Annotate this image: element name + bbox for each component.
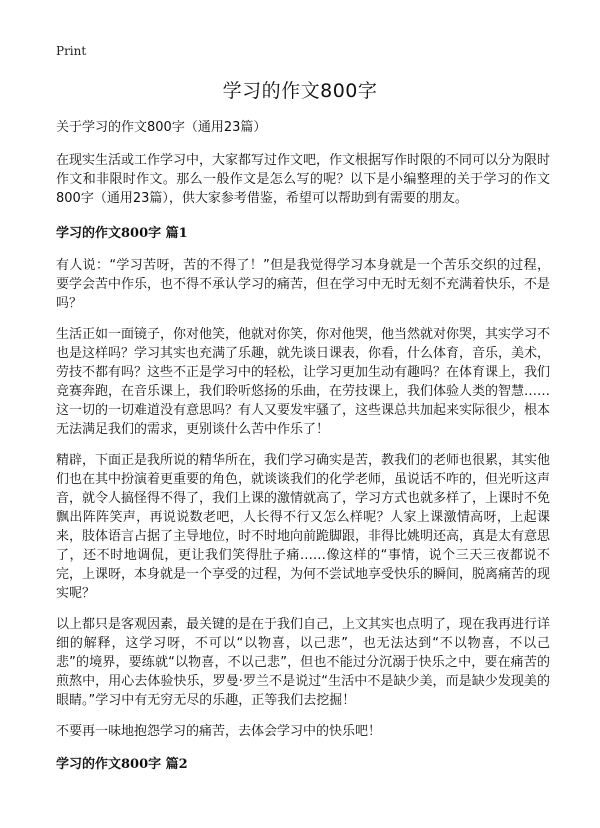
document-title: 学习的作文800字 [222, 80, 378, 102]
print-link[interactable]: Print [56, 44, 87, 58]
section-heading: 学习的作文800字 篇2 [56, 757, 188, 772]
section-paragraph: 生活正如一面镜子，你对他笑，他就对你笑，你对他哭，他当然就对你哭，其实学习不也是这样吗？学习其实也充满了乐趣，就先谈日课表，你看，什么体育，音乐，美术，劳技不都有吗？这些不正是学习中的轻松，让学习更加生动有趣吗？在体育课上，我们竞赛奔跑，在音乐课上，我们聆听悠扬的乐曲，在劳技课上，我们体验人类的智慧……这一切的一切难道没有意思吗？有人又要发牢骚了，这些课总共加起来实际很少，根本无法满足我们的需求，更别谈什么苦中作乐了！ [56, 327, 551, 437]
document-body [56, 118, 550, 787]
section-heading: 学习的作文800字 篇1 [56, 226, 188, 241]
intro-paragraph: 在现实生活或工作学习中，大家都写过作文吧，作文根据写作时限的不同可以分为限时作文和非限时作文。那么一般作文是怎么写的呢？以下是小编整理的关于学习的作文800字（通用23篇），供大家参考借鉴，希望可以帮助到有需要的朋友。 [56, 153, 551, 206]
section-paragraph: 不要再一味地抱怨学习的痛苦，去体会学习中的快乐吧！ [56, 724, 382, 739]
section-paragraph: 以上都只是客观因素，最关键的是在于我们自己，上文其实也点明了，现在我再进行详细的解释，这学习呀，不可以“以物喜，以己悲”，也无法达到“不以物喜，不以己悲”的境界，要练就“以物喜，不以己悲”，但也不能过分沉溺于快乐之中，要在痛苦的煎熬中，用心去体验快乐，罗曼·罗兰不是说过“生活中不是缺少美，而是缺少发现美的眼睛。”学习中有无穷无尽的乐趣，正等我们去挖掘！ [56, 617, 551, 708]
section-paragraph: 有人说：“学习苦呀，苦的不得了！”但是我觉得学习本身就是一个苦乐交织的过程，要学会苦中作乐，也不得不承认学习的痛苦，但在学习中无时无刻不充满着快乐，不是吗？ [56, 258, 551, 311]
document-subtitle: 关于学习的作文800字（通用23篇） [56, 120, 267, 135]
section-paragraph: 精辟，下面正是我所说的精华所在，我们学习确实是苦，教我们的老师也很累，其实他们也在其中扮演着更重要的角色，就谈谈我们的化学老师，虽说话不咋的，但光听这声音，就令人搞怪得不得了，我们上课的激情就高了，学习方式也就多样了，上课时不免飘出阵阵笑声，再说说数老吧，人长得不行又怎么样呢？人家上课激情高呀，上起课来，肢体语言占据了主导地位，时不时地向前跪脚跟，非得比姚明还高，真是太有意思了，还不时地调侃，更让我们笑得肚子痛……像这样的“事情，说个三天三夜都说不完，上课呀，本身就是一个享受的过程，为何不尝试地享受快乐的瞬间，脱离痛苦的现实呢？ [56, 453, 551, 601]
